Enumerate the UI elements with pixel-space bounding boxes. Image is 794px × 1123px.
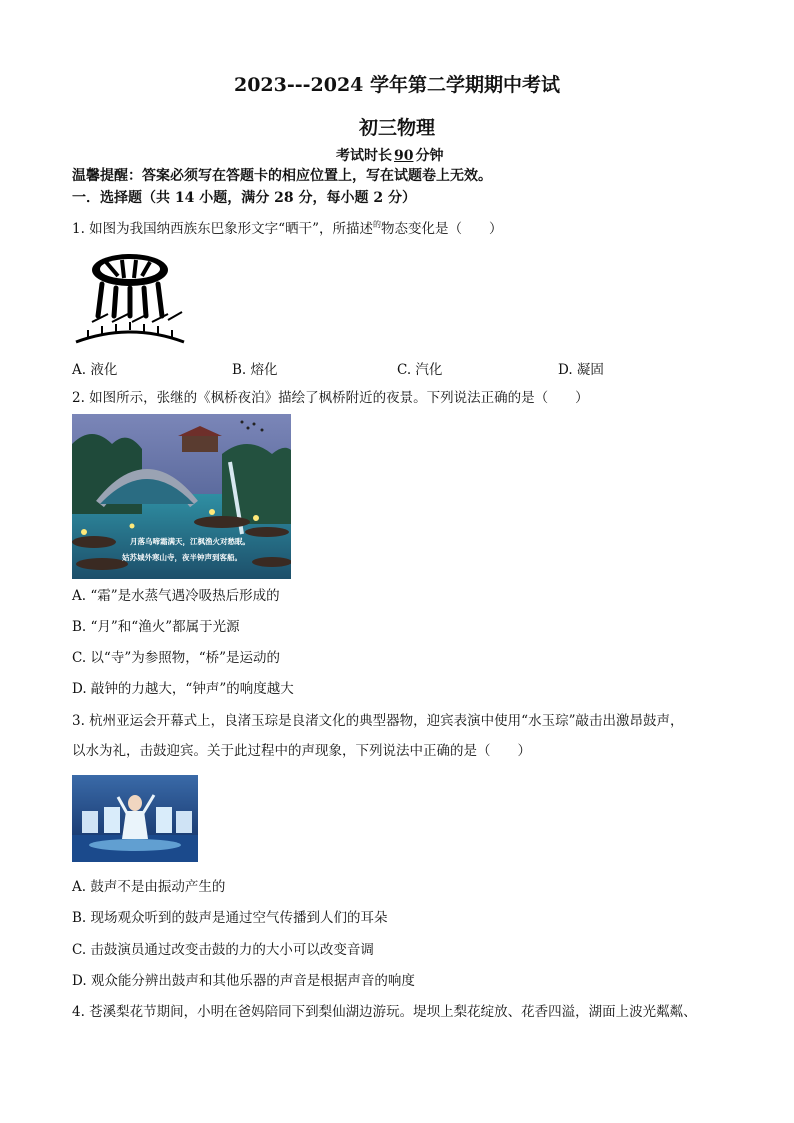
q3-option-b[interactable]: B. 现场观众听到的鼓声是通过空气传播到人们的耳朵	[72, 910, 388, 926]
poem-line-2: 姑苏城外寒山寺，夜半钟声到客船。	[122, 553, 242, 562]
q2-option-d[interactable]: D. 敲钟的力越大，“钟声”的响度越大	[72, 681, 294, 697]
exam-subject: 初三物理	[358, 117, 435, 139]
question-4-stem: 4. 苍溪梨花节期间，小明在爸妈陪同下到梨仙湖边游玩。堤坝上梨花绽放、花香四溢，湖面上波光粼粼、	[72, 1004, 697, 1020]
q2-option-c[interactable]: C. 以“寺”为参照物，“桥”是运动的	[72, 650, 281, 666]
maple-bridge-night-image	[72, 414, 291, 579]
stem-mark: 的	[372, 220, 381, 229]
exam-reminder: 温馨提醒：答案必须写在答题卡的相应位置上，写在试题卷上无效。	[72, 168, 492, 184]
question-3-stem-line-2: 以水为礼，击鼓迎宾。关于此过程中的声现象，下列说法中正确的是（ ）	[72, 743, 531, 759]
water-jade-drum-performance-image	[72, 775, 198, 862]
question-2-stem: 2. 如图所示，张继的《枫桥夜泊》描绘了枫桥附近的夜景。下列说法正确的是（ ）	[72, 390, 589, 406]
question-3-stem-line-1: 3. 杭州亚运会开幕式上，良渚玉琮是良渚文化的典型器物，迎宾表演中使用“水玉琮”敲击出激昂鼓声，	[72, 713, 684, 729]
dongba-pictograph-image	[72, 250, 190, 350]
q1-option-b[interactable]: B. 熔化	[232, 362, 278, 378]
q1-option-a[interactable]: A. 液化	[72, 362, 118, 378]
q3-option-a[interactable]: A. 鼓声不是由振动产生的	[72, 879, 226, 895]
duration-suffix: 分钟	[415, 148, 444, 164]
q1-option-d[interactable]: D. 凝固	[558, 362, 604, 378]
poem-line-1: 月落乌啼霜满天，江枫渔火对愁眠。	[130, 537, 250, 546]
duration-prefix: 考试时长	[336, 148, 392, 164]
q2-option-b[interactable]: B. “月”和“渔火”都属于光源	[72, 619, 240, 635]
q2-option-a[interactable]: A. “霜”是水蒸气遇冷吸热后形成的	[72, 588, 280, 604]
exam-title: 2023---2024 学年第二学期期中考试	[233, 74, 561, 96]
question-1-stem: 1. 如图为我国纳西族东巴象形文字“晒干”，所描述$^的$物态变化是（ ）	[72, 220, 503, 237]
section-heading: 一．选择题（共 14 小题，满分 28 分，每小题 2 分）	[72, 190, 416, 206]
exam-duration	[336, 145, 443, 165]
q1-option-c[interactable]: C. 汽化	[397, 362, 443, 378]
duration-value: 90	[394, 148, 414, 164]
q3-option-d[interactable]: D. 观众能分辨出鼓声和其他乐器的声音是根据声音的响度	[72, 973, 415, 989]
q3-option-c[interactable]: C. 击鼓演员通过改变击鼓的力的大小可以改变音调	[72, 942, 374, 958]
